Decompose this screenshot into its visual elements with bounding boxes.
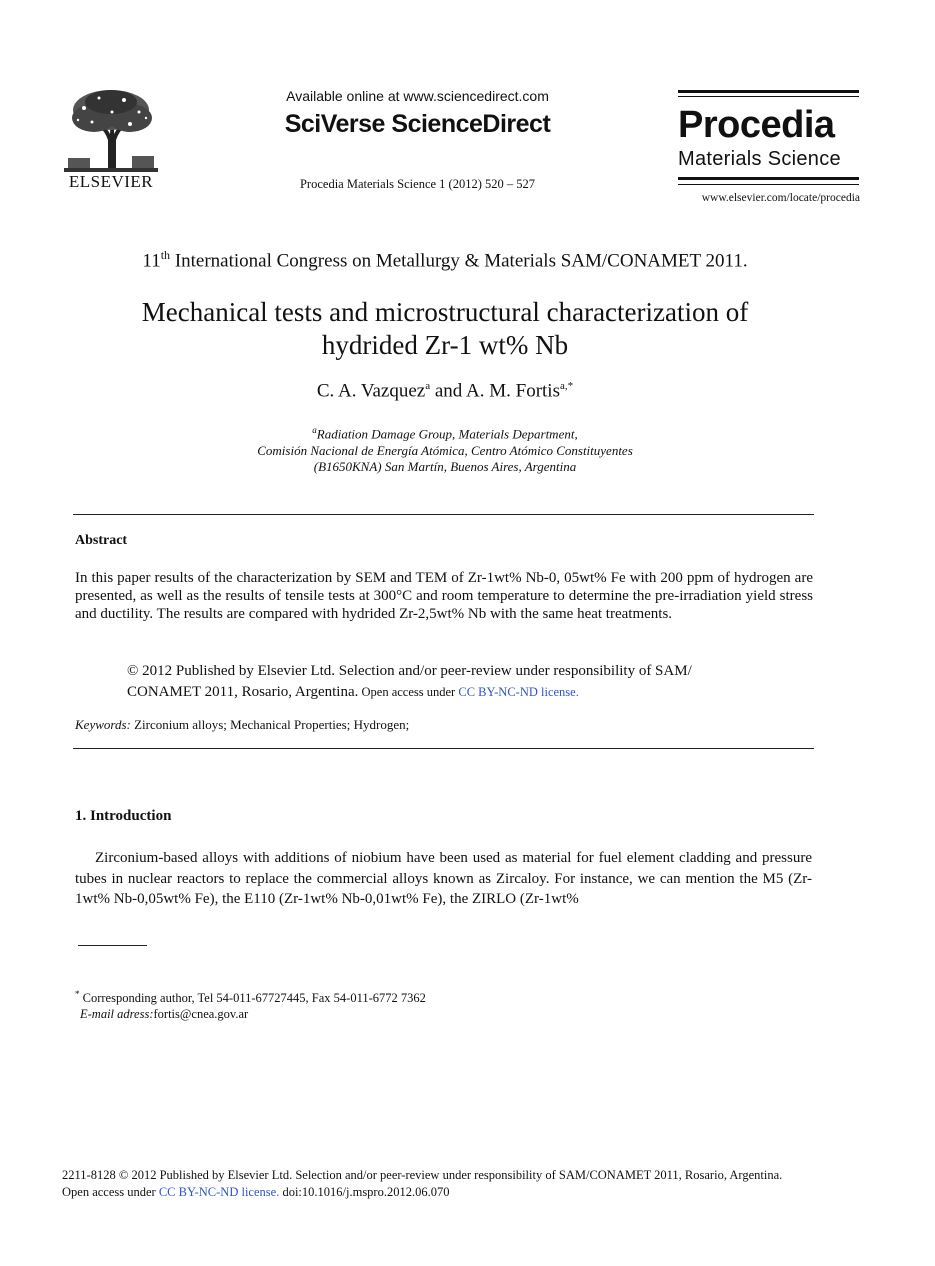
email-label: E-mail adress: [80, 1007, 154, 1021]
elsevier-tree-logo [64, 88, 158, 172]
copyright-notice [127, 661, 787, 703]
footnote-marker: * [75, 989, 80, 999]
footnote-rule [78, 945, 147, 946]
keywords-label: Keywords: [75, 717, 131, 732]
email-address[interactable]: fortis@cnea.gov.ar [153, 1007, 249, 1021]
introduction-heading: 1. Introduction [75, 808, 172, 824]
copyright-line-1: © 2012 Published by Elsevier Ltd. Selection and/or peer-review under responsibility of SAM/ [127, 663, 692, 679]
affiliation-line-2: Comisión Nacional de Energía Atómica, Centro Atómico Constituyentes [257, 442, 633, 458]
procedia-top-rule-thin [678, 96, 859, 97]
author-2: A. M. Fortis [466, 380, 560, 402]
congress-ordinal: 11 [142, 250, 161, 272]
paper-title-line-1: Mechanical tests and microstructural characterization of [141, 297, 749, 327]
procedia-logo-title: Procedia [678, 104, 835, 146]
footer-license-link[interactable]: CC BY-NC-ND license. [158, 1185, 280, 1199]
abstract-bottom-rule [73, 748, 814, 749]
procedia-bottom-rule-thin [678, 184, 859, 185]
congress-name: International Congress on Metallurgy & Materials SAM/CONAMET 2011. [170, 250, 748, 272]
footer-doi[interactable]: doi:10.1016/j.mspro.2012.06.070 [279, 1185, 450, 1199]
abstract-body: In this paper results of the characterization by SEM and TEM of Zr-1wt% Nb-0, 05wt% Fe with 200 ppm of hydrogen are presented, as well as the results of tensile tests at 300°C and room temperature to determine the pre-irradiation yield stress and ductility. The results are compared with hydrided Zr-2,5wt% Nb with the same heat treatments. [75, 570, 813, 622]
footer-issn-line: 2211-8128 © 2012 Published by Elsevier Ltd. Selection and/or peer-review under responsibility of SAM/CONAMET 2011, Rosario, Argentina. [62, 1168, 783, 1182]
keywords [75, 717, 813, 733]
footer-doi-line [62, 1185, 862, 1200]
affiliation-line-1-text: Radiation Damage Group, Materials Department, [316, 426, 578, 442]
author-1: C. A. Vazquez [316, 380, 426, 402]
paper-title [60, 296, 830, 362]
introduction-body: Zirconium-based alloys with additions of niobium have been used as material for fuel element cladding and pressure tubes in nuclear reactors to replace the commercial alloys known as Zircaloy. For instance, we can mention the M5 (Zr-1wt% Nb-0,05wt% Fe), the E110 (Zr-1wt% Nb-0,01wt% Fe), the ZIRLO (Zr-1wt% [75, 850, 812, 907]
paper-title-line-2: hydrided Zr-1 wt% Nb [321, 330, 569, 360]
copyright-line-2 [127, 682, 787, 703]
elsevier-wordmark: ELSEVIER [68, 172, 154, 191]
affiliation-line-1 [60, 422, 830, 443]
footer-open-access-label: Open access under [62, 1185, 159, 1199]
congress-ordinal-suffix: th [160, 248, 171, 262]
open-access-label: Open access under [358, 685, 459, 699]
procedia-bottom-rule [678, 177, 859, 180]
sciverse-sciencedirect-logo: SciVerse ScienceDirect [284, 110, 551, 138]
abstract-heading: Abstract [75, 533, 128, 548]
author-2-affil-marker: a,* [559, 380, 574, 392]
procedia-logo-subtitle: Materials Science [678, 148, 841, 170]
abstract-top-rule [73, 514, 814, 515]
license-link[interactable]: CC BY-NC-ND license. [458, 685, 579, 699]
keywords-values: Zirconium alloys; Mechanical Properties; Hydrogen; [130, 717, 410, 732]
author-list [60, 380, 830, 402]
author-joiner: and [430, 380, 467, 402]
congress-line [60, 248, 830, 272]
email-footnote [80, 1007, 780, 1022]
copyright-line-2-text: CONAMET 2011, Rosario, Argentina. [127, 684, 359, 700]
journal-citation: Procedia Materials Science 1 (2012) 520 – 527 [299, 177, 535, 191]
affiliation [60, 422, 830, 476]
corresponding-author-footnote [75, 986, 775, 1006]
affiliation-marker: a [312, 425, 317, 435]
affiliation-line-3: (B1650KNA) San Martín, Buenos Aires, Argentina [313, 459, 577, 475]
available-online-text: Available online at www.sciencedirect.com [286, 88, 549, 104]
author-1-affil-marker: a [425, 380, 431, 392]
procedia-top-rule [678, 90, 859, 93]
footnote-contact: Corresponding author, Tel 54-011-67727445, Fax 54-011-6772 7362 [79, 991, 426, 1006]
journal-url-link[interactable]: www.elsevier.com/locate/procedia [701, 192, 860, 204]
